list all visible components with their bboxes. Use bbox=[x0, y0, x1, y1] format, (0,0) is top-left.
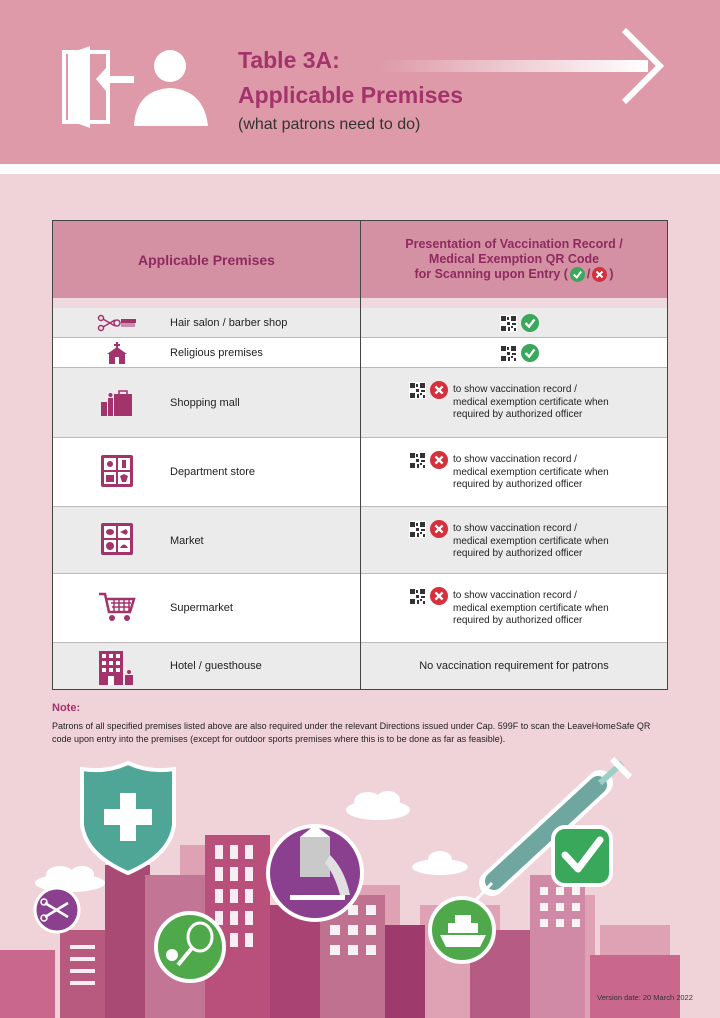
qr-code-icon bbox=[409, 521, 426, 538]
sports-badge-icon bbox=[156, 913, 224, 981]
check-icon bbox=[521, 314, 539, 332]
market-icon bbox=[101, 523, 133, 555]
qr-code-icon bbox=[500, 315, 517, 332]
cross-icon bbox=[430, 381, 448, 399]
scissors-comb-icon bbox=[97, 314, 137, 332]
city-illustration bbox=[0, 755, 720, 1018]
church-icon bbox=[105, 342, 129, 364]
qr-code-icon bbox=[409, 382, 426, 399]
premises-table bbox=[52, 220, 668, 690]
check-icon bbox=[570, 267, 585, 282]
column-header-end: ) bbox=[609, 267, 614, 281]
hair-salon-badge-icon bbox=[35, 888, 79, 932]
cruise-ship-badge-icon bbox=[430, 898, 494, 962]
header-divider bbox=[0, 164, 720, 174]
page-title-line1: Table 3A: bbox=[238, 47, 340, 73]
medical-shield-icon bbox=[82, 763, 174, 873]
department-store-icon bbox=[101, 455, 133, 487]
check-badge-icon bbox=[553, 827, 611, 885]
column-header-separator: / bbox=[586, 267, 591, 281]
version-date: Version date: 20 March 2022 bbox=[597, 993, 693, 1002]
cross-icon bbox=[430, 451, 448, 469]
premises-label: Department store bbox=[170, 466, 255, 478]
qr-code-icon bbox=[500, 345, 517, 362]
status-note: No vaccination requirement for patrons bbox=[419, 660, 609, 672]
cross-icon bbox=[430, 587, 448, 605]
premises-label: Market bbox=[170, 535, 204, 547]
page-title-line2: Applicable Premises bbox=[238, 82, 463, 108]
header-banner bbox=[0, 0, 720, 164]
column-divider bbox=[360, 221, 361, 689]
shopping-cart-icon bbox=[98, 592, 136, 622]
qr-code-icon bbox=[409, 452, 426, 469]
page-subtitle: (what patrons need to do) bbox=[238, 116, 421, 133]
note-title: Note: bbox=[52, 702, 81, 714]
cross-icon bbox=[430, 520, 448, 538]
status-note: to show vaccination record / medical exemption certificate when required by authorized officer bbox=[453, 523, 609, 559]
premises-label: Hotel / guesthouse bbox=[170, 660, 262, 672]
column-header-line3 bbox=[414, 267, 613, 282]
premises-label: Shopping mall bbox=[170, 397, 240, 409]
status-note: to show vaccination record / medical exemption certificate when required by authorized officer bbox=[453, 384, 609, 420]
column-header-premises: Applicable Premises bbox=[138, 251, 275, 268]
note-text: Patrons of all specified premises listed above are also required under the relevant Directions issued under Cap. 599F to scan the LeaveHomeSafe QR code upon entry into the premises (except for outdoor sports premises where this is to be done as far as feasible). bbox=[52, 721, 651, 744]
shopping-bags-icon bbox=[100, 390, 134, 416]
premises-label: Religious premises bbox=[170, 347, 263, 359]
column-header-presentation bbox=[361, 221, 667, 298]
hotel-icon bbox=[97, 649, 137, 685]
column-header-line3-text: for Scanning upon Entry ( bbox=[414, 267, 568, 281]
playground-icon bbox=[268, 825, 362, 920]
status-note: to show vaccination record / medical exemption certificate when required by authorized officer bbox=[453, 454, 609, 490]
door-person-icon bbox=[62, 46, 212, 128]
premises-label: Hair salon / barber shop bbox=[170, 317, 288, 329]
qr-code-icon bbox=[409, 588, 426, 605]
cross-icon bbox=[592, 267, 607, 282]
cloud bbox=[346, 791, 410, 820]
cloud bbox=[412, 851, 468, 875]
column-header-line2: Medical Exemption QR Code bbox=[428, 252, 600, 266]
premises-label: Supermarket bbox=[170, 602, 233, 614]
column-header-line1: Presentation of Vaccination Record / bbox=[405, 237, 623, 251]
status-note: to show vaccination record / medical exemption certificate when required by authorized officer bbox=[453, 590, 609, 626]
check-icon bbox=[521, 344, 539, 362]
cloud bbox=[35, 866, 105, 892]
